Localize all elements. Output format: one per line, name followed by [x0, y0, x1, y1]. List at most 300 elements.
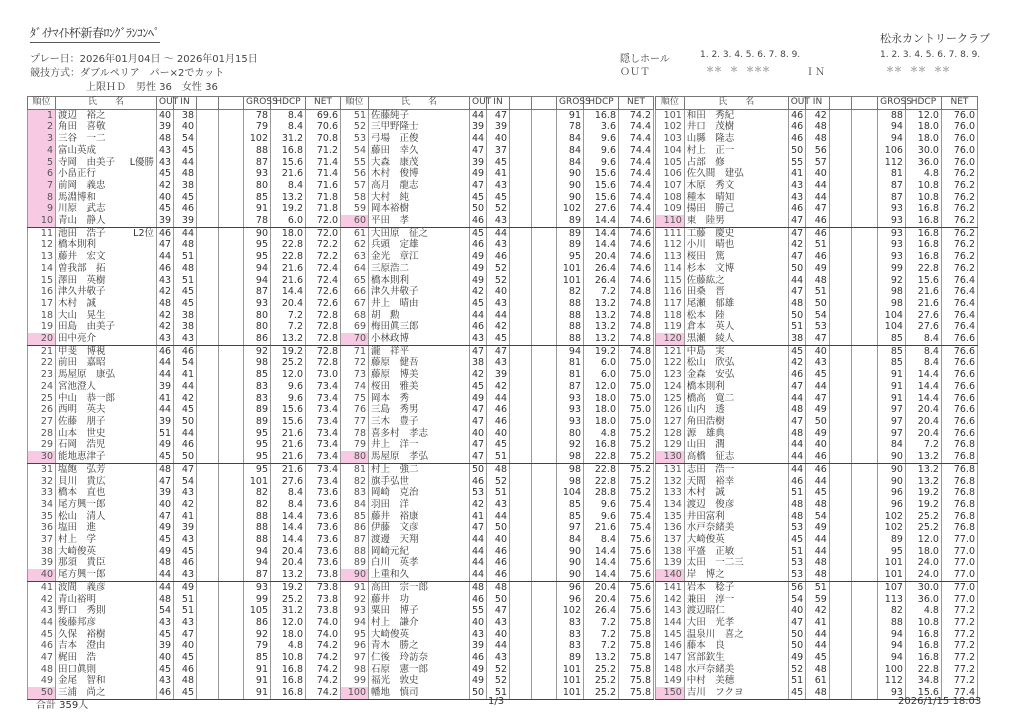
- gross-cell: 106: [878, 145, 906, 157]
- hdcp-cell: 4.8: [905, 605, 941, 617]
- gross-cell: 91: [878, 393, 906, 405]
- result-row: [341, 321, 654, 333]
- out-cell: 51: [157, 428, 174, 440]
- in-cell: 49: [806, 428, 830, 440]
- player-name-cell: [684, 640, 788, 652]
- hdcp-cell: 26.4: [584, 605, 619, 617]
- player-name: 渡辺 裕之: [58, 109, 106, 121]
- blank-cell: [197, 652, 219, 664]
- hdcp-cell: 14.4: [584, 227, 619, 239]
- blank-cell: [197, 357, 219, 369]
- rank-cell: 82: [341, 476, 369, 488]
- blank-cell: [510, 629, 532, 641]
- blank-cell: [197, 298, 219, 310]
- player-name-cell: [684, 321, 788, 333]
- blank-cell: [532, 203, 557, 215]
- out-cell: 54: [788, 594, 805, 606]
- player-name-cell: [369, 180, 470, 192]
- out-cell: 45: [157, 534, 174, 546]
- player-name: 角田 喜敬: [58, 121, 106, 133]
- blank-cell: [852, 121, 878, 133]
- hdcp-cell: 20.4: [271, 557, 306, 569]
- column-header-name: 氏 名: [369, 97, 470, 110]
- net-cell: 76.8: [941, 476, 977, 488]
- out-cell: 48: [788, 511, 805, 523]
- rank-cell: 43: [28, 605, 56, 617]
- blank-cell: [219, 499, 244, 511]
- blank-cell: [532, 499, 557, 511]
- result-row: [28, 581, 341, 593]
- blank-cell: [532, 476, 557, 488]
- player-name-cell: [369, 511, 470, 523]
- hdcp-cell: 25.2: [905, 522, 941, 534]
- hdcp-cell: 16.8: [584, 109, 619, 121]
- hdcp-cell: 12.0: [271, 617, 306, 629]
- rank-cell: 57: [341, 180, 369, 192]
- column-header-blank: [852, 97, 878, 110]
- blank-cell: [829, 487, 852, 499]
- hdcp-cell: 14.4: [271, 534, 306, 546]
- out-cell: 44: [470, 534, 487, 546]
- blank-cell: [197, 629, 219, 641]
- gross-cell: 87: [244, 157, 271, 169]
- out-cell: 48: [788, 298, 805, 310]
- player-name-cell: [369, 321, 470, 333]
- out-cell: 47: [470, 416, 487, 428]
- player-name: 那須 貴臣: [58, 557, 106, 569]
- player-name: 胡 勲: [371, 309, 400, 321]
- blank-cell: [852, 286, 878, 298]
- blank-cell: [852, 310, 878, 322]
- out-cell: 47: [470, 145, 487, 157]
- blank-cell: [197, 251, 219, 263]
- hdcp-cell: 16.8: [271, 675, 306, 687]
- rank-cell: 121: [656, 345, 685, 357]
- player-name: 藤田 幸久: [371, 144, 419, 156]
- blank-cell: [219, 652, 244, 664]
- rank-cell: 8: [28, 192, 56, 204]
- rank-cell: 142: [656, 594, 685, 606]
- hidden-holes-label: 隠しホール: [620, 54, 670, 65]
- hdcp-cell: 7.2: [905, 439, 941, 451]
- net-cell: 77.4: [941, 687, 977, 699]
- rank-cell: 22: [28, 357, 56, 369]
- gross-cell: 94: [244, 263, 271, 275]
- gross-cell: 113: [878, 594, 906, 606]
- net-cell: 70.6: [306, 121, 341, 133]
- hdcp-cell: 7.2: [584, 629, 619, 641]
- gross-cell: 85: [244, 192, 271, 204]
- net-cell: 73.8: [306, 569, 341, 581]
- in-cell: 43: [806, 357, 830, 369]
- gross-cell: 83: [244, 393, 271, 405]
- in-cell: 52: [487, 664, 510, 676]
- net-cell: 75.0: [619, 381, 654, 393]
- player-name-cell: [369, 416, 470, 428]
- player-name-cell: [56, 145, 157, 157]
- in-cell: 39: [487, 369, 510, 381]
- player-name: 村上 正一: [686, 144, 735, 156]
- blank-cell: [829, 251, 852, 263]
- net-cell: 76.6: [941, 404, 977, 416]
- blank-cell: [532, 534, 557, 546]
- in-hidden-marks: ＊＊ ＊＊ ＊＊: [886, 65, 950, 74]
- blank-cell: [829, 109, 852, 121]
- hdcp-cell: 18.0: [905, 121, 941, 133]
- hdcp-cell: 13.2: [584, 652, 619, 664]
- result-row: [656, 121, 978, 133]
- player-name: 三浦 尚之: [58, 687, 106, 699]
- in-cell: 54: [174, 357, 197, 369]
- gross-cell: 84: [557, 157, 584, 169]
- out-cell: 45: [157, 203, 174, 215]
- net-cell: 75.6: [619, 546, 654, 558]
- result-row: [341, 652, 654, 664]
- player-name-cell: [56, 416, 157, 428]
- in-cell: 48: [174, 168, 197, 180]
- net-cell: 73.6: [306, 511, 341, 523]
- results-table-block-1: [27, 96, 341, 700]
- net-cell: 75.6: [619, 534, 654, 546]
- player-name: 吉川 フクヨ: [686, 687, 744, 699]
- result-row: [28, 534, 341, 546]
- blank-cell: [510, 534, 532, 546]
- award-note: L2位: [133, 227, 154, 239]
- hdcp-cell: 3.6: [584, 121, 619, 133]
- result-row: [656, 133, 978, 145]
- blank-cell: [510, 275, 532, 287]
- hdcp-cell: 13.2: [271, 569, 306, 581]
- rank-cell: 46: [28, 640, 56, 652]
- hdcp-cell: 21.6: [271, 275, 306, 287]
- blank-cell: [852, 203, 878, 215]
- gross-cell: 98: [557, 463, 584, 475]
- blank-cell: [219, 664, 244, 676]
- out-cell: 46: [470, 476, 487, 488]
- result-row: [341, 522, 654, 534]
- player-name-cell: [684, 652, 788, 664]
- out-cell: 48: [788, 404, 805, 416]
- rank-cell: 96: [341, 640, 369, 652]
- gross-cell: 107: [878, 581, 906, 593]
- blank-cell: [197, 133, 219, 145]
- rank-cell: 101: [656, 109, 685, 121]
- net-cell: 74.6: [619, 251, 654, 263]
- blank-cell: [532, 581, 557, 593]
- in-label: ＩＮ: [805, 67, 825, 78]
- rank-cell: 122: [656, 357, 685, 369]
- net-cell: 75.2: [619, 428, 654, 440]
- net-cell: 74.8: [619, 310, 654, 322]
- hdcp-cell: 8.4: [905, 357, 941, 369]
- net-cell: 74.8: [619, 286, 654, 298]
- net-cell: 73.6: [306, 557, 341, 569]
- hdcp-cell: 25.2: [271, 594, 306, 606]
- out-cell: 42: [157, 286, 174, 298]
- blank-cell: [532, 121, 557, 133]
- result-row: [28, 109, 341, 121]
- player-name-cell: [56, 203, 157, 215]
- in-cell: 47: [806, 333, 830, 345]
- print-timestamp: 2026/1/15 18:03: [898, 696, 982, 707]
- gross-cell: 86: [244, 333, 271, 345]
- net-cell: 72.0: [306, 227, 341, 239]
- blank-cell: [532, 133, 557, 145]
- gross-cell: 88: [557, 298, 584, 310]
- result-row: [341, 251, 654, 263]
- result-row: [28, 617, 341, 629]
- player-name: 桜田 雅美: [371, 380, 419, 392]
- gross-cell: 87: [244, 569, 271, 581]
- rank-cell: 53: [341, 133, 369, 145]
- blank-cell: [219, 546, 244, 558]
- out-cell: 50: [788, 640, 805, 652]
- player-name-cell: [369, 476, 470, 488]
- result-row: [656, 109, 978, 121]
- gross-cell: 94: [878, 629, 906, 641]
- blank-cell: [510, 333, 532, 345]
- result-row: [28, 605, 341, 617]
- in-cell: 44: [806, 546, 830, 558]
- player-name: 山田 潤: [686, 439, 725, 451]
- result-row: [341, 546, 654, 558]
- player-name: 西明 英夫: [58, 404, 106, 416]
- rank-cell: 95: [341, 629, 369, 641]
- hdcp-cell: 16.8: [905, 640, 941, 652]
- player-name-cell: [369, 215, 470, 227]
- blank-cell: [510, 487, 532, 499]
- gross-cell: 98: [878, 298, 906, 310]
- column-header-out: OUT: [788, 97, 805, 110]
- gross-cell: 87: [244, 286, 271, 298]
- player-name-cell: [684, 675, 788, 687]
- hdcp-cell: 30.0: [905, 145, 941, 157]
- player-name: 久保 裕樹: [58, 628, 106, 640]
- blank-cell: [510, 286, 532, 298]
- out-cell: 45: [470, 192, 487, 204]
- in-cell: 50: [487, 522, 510, 534]
- blank-cell: [829, 227, 852, 239]
- rank-cell: 66: [341, 286, 369, 298]
- blank-cell: [852, 522, 878, 534]
- hdcp-cell: 16.8: [271, 687, 306, 699]
- result-row: [341, 133, 654, 145]
- player-name-cell: [56, 157, 157, 169]
- rank-cell: 119: [656, 321, 685, 333]
- hdcp-cell: 28.8: [584, 487, 619, 499]
- result-row: [341, 451, 654, 463]
- hdcp-cell: 30.0: [905, 581, 941, 593]
- blank-cell: [532, 145, 557, 157]
- player-name: 木村 誠: [58, 297, 97, 309]
- result-row: [341, 463, 654, 475]
- page-number: 1/3: [488, 696, 505, 707]
- blank-cell: [197, 333, 219, 345]
- player-name: 小林政博: [371, 333, 410, 345]
- net-cell: 74.4: [619, 121, 654, 133]
- player-name-cell: [369, 487, 470, 499]
- rank-cell: 38: [28, 546, 56, 558]
- out-cell: 49: [470, 251, 487, 263]
- out-cell: 46: [157, 227, 174, 239]
- blank-cell: [219, 251, 244, 263]
- rank-cell: 86: [341, 522, 369, 534]
- hdcp-cell: 6.0: [584, 369, 619, 381]
- rank-cell: 1: [28, 109, 56, 121]
- out-cell: 47: [470, 180, 487, 192]
- rank-cell: 123: [656, 369, 685, 381]
- out-cell: 43: [470, 333, 487, 345]
- rank-cell: 117: [656, 298, 685, 310]
- gross-cell: 88: [878, 617, 906, 629]
- result-row: [28, 239, 341, 251]
- blank-cell: [219, 168, 244, 180]
- hdcp-cell: 9.6: [271, 381, 306, 393]
- in-cell: 46: [806, 251, 830, 263]
- in-cell: 48: [806, 569, 830, 581]
- hdcp-cell: 15.6: [905, 687, 941, 699]
- blank-cell: [197, 687, 219, 699]
- result-row: [28, 121, 341, 133]
- gross-cell: 90: [557, 192, 584, 204]
- in-cell: 48: [806, 557, 830, 569]
- player-name-cell: [684, 333, 788, 345]
- gross-cell: 97: [878, 416, 906, 428]
- out-cell: 53: [470, 487, 487, 499]
- result-row: [28, 476, 341, 488]
- net-cell: 76.0: [941, 145, 977, 157]
- hdcp-cell: 21.6: [271, 463, 306, 475]
- result-row: [28, 511, 341, 523]
- net-cell: 75.6: [619, 569, 654, 581]
- player-name: 藤本 良: [686, 640, 725, 652]
- gross-cell: 84: [557, 133, 584, 145]
- gross-cell: 96: [557, 581, 584, 593]
- blank-cell: [829, 275, 852, 287]
- gross-cell: 104: [557, 487, 584, 499]
- out-cell: 39: [157, 121, 174, 133]
- net-cell: 73.8: [306, 594, 341, 606]
- blank-cell: [197, 451, 219, 463]
- net-cell: 74.4: [619, 157, 654, 169]
- net-cell: 76.8: [941, 439, 977, 451]
- player-name: 羽田 洋: [371, 498, 410, 510]
- net-cell: 71.4: [306, 157, 341, 169]
- out-cell: 44: [157, 581, 174, 593]
- blank-cell: [532, 463, 557, 475]
- net-cell: 76.6: [941, 357, 977, 369]
- player-name-cell: [684, 463, 788, 475]
- blank-cell: [829, 345, 852, 357]
- net-cell: 73.8: [306, 605, 341, 617]
- player-name: 幡地 慎司: [371, 687, 419, 699]
- out-cell: 43: [157, 675, 174, 687]
- rank-cell: 91: [341, 581, 369, 593]
- net-cell: 75.6: [619, 581, 654, 593]
- column-header-hdcp: HDCP: [905, 97, 941, 110]
- blank-cell: [197, 416, 219, 428]
- hdcp-cell: 27.6: [905, 321, 941, 333]
- rank-cell: 126: [656, 404, 685, 416]
- blank-cell: [829, 404, 852, 416]
- hdcp-cell: 8.4: [905, 333, 941, 345]
- blank-cell: [197, 664, 219, 676]
- net-cell: 74.0: [306, 629, 341, 641]
- in-cell: 48: [806, 664, 830, 676]
- player-name: 岡本 秀: [371, 392, 410, 404]
- player-name: 井田富利: [686, 510, 725, 522]
- net-cell: 76.8: [941, 451, 977, 463]
- hdcp-cell: 21.6: [271, 451, 306, 463]
- rank-cell: 26: [28, 404, 56, 416]
- out-cell: 42: [157, 180, 174, 192]
- rank-cell: 16: [28, 286, 56, 298]
- player-name-cell: [684, 511, 788, 523]
- gross-cell: 89: [557, 239, 584, 251]
- column-header-blank: [197, 97, 219, 110]
- player-name: 馬屋原 孝弘: [371, 451, 429, 463]
- in-cell: 38: [174, 180, 197, 192]
- player-name-cell: [56, 227, 157, 239]
- player-name: 貝川 貴広: [58, 475, 106, 487]
- in-cell: 54: [806, 511, 830, 523]
- blank-cell: [829, 203, 852, 215]
- result-row: [656, 617, 978, 629]
- net-cell: 72.8: [306, 333, 341, 345]
- player-name-cell: [56, 381, 157, 393]
- rank-cell: 116: [656, 286, 685, 298]
- rank-cell: 104: [656, 145, 685, 157]
- net-cell: 76.2: [941, 203, 977, 215]
- player-name-cell: [56, 522, 157, 534]
- result-row: [341, 416, 654, 428]
- gross-cell: 80: [244, 321, 271, 333]
- gross-cell: 89: [244, 404, 271, 416]
- blank-cell: [197, 594, 219, 606]
- hdcp-cell: 20.4: [584, 594, 619, 606]
- gross-cell: 83: [244, 381, 271, 393]
- net-cell: 76.4: [941, 310, 977, 322]
- hdcp-cell: 7.2: [271, 310, 306, 322]
- rank-cell: 13: [28, 251, 56, 263]
- hdcp-cell: 15.6: [584, 180, 619, 192]
- player-name-cell: [56, 463, 157, 475]
- blank-cell: [852, 215, 878, 227]
- player-name-cell: [684, 546, 788, 558]
- blank-cell: [510, 145, 532, 157]
- column-header-blank: [219, 97, 244, 110]
- blank-cell: [829, 157, 852, 169]
- blank-cell: [829, 286, 852, 298]
- rank-cell: 111: [656, 227, 685, 239]
- hdcp-cell: 8.4: [271, 180, 306, 192]
- rank-cell: 80: [341, 451, 369, 463]
- blank-cell: [532, 640, 557, 652]
- gross-cell: 81: [557, 369, 584, 381]
- blank-cell: [532, 605, 557, 617]
- player-name: 大田原 征之: [371, 227, 429, 239]
- in-cell: 48: [806, 499, 830, 511]
- gross-cell: 101: [557, 664, 584, 676]
- net-cell: 73.4: [306, 463, 341, 475]
- blank-cell: [219, 298, 244, 310]
- hdcp-cell: 27.6: [584, 203, 619, 215]
- hdcp-cell: 24.0: [905, 569, 941, 581]
- net-cell: 75.2: [619, 439, 654, 451]
- net-cell: 73.6: [306, 522, 341, 534]
- player-name: 田中亮介: [58, 333, 97, 345]
- player-name: 松山 欣弘: [686, 357, 735, 369]
